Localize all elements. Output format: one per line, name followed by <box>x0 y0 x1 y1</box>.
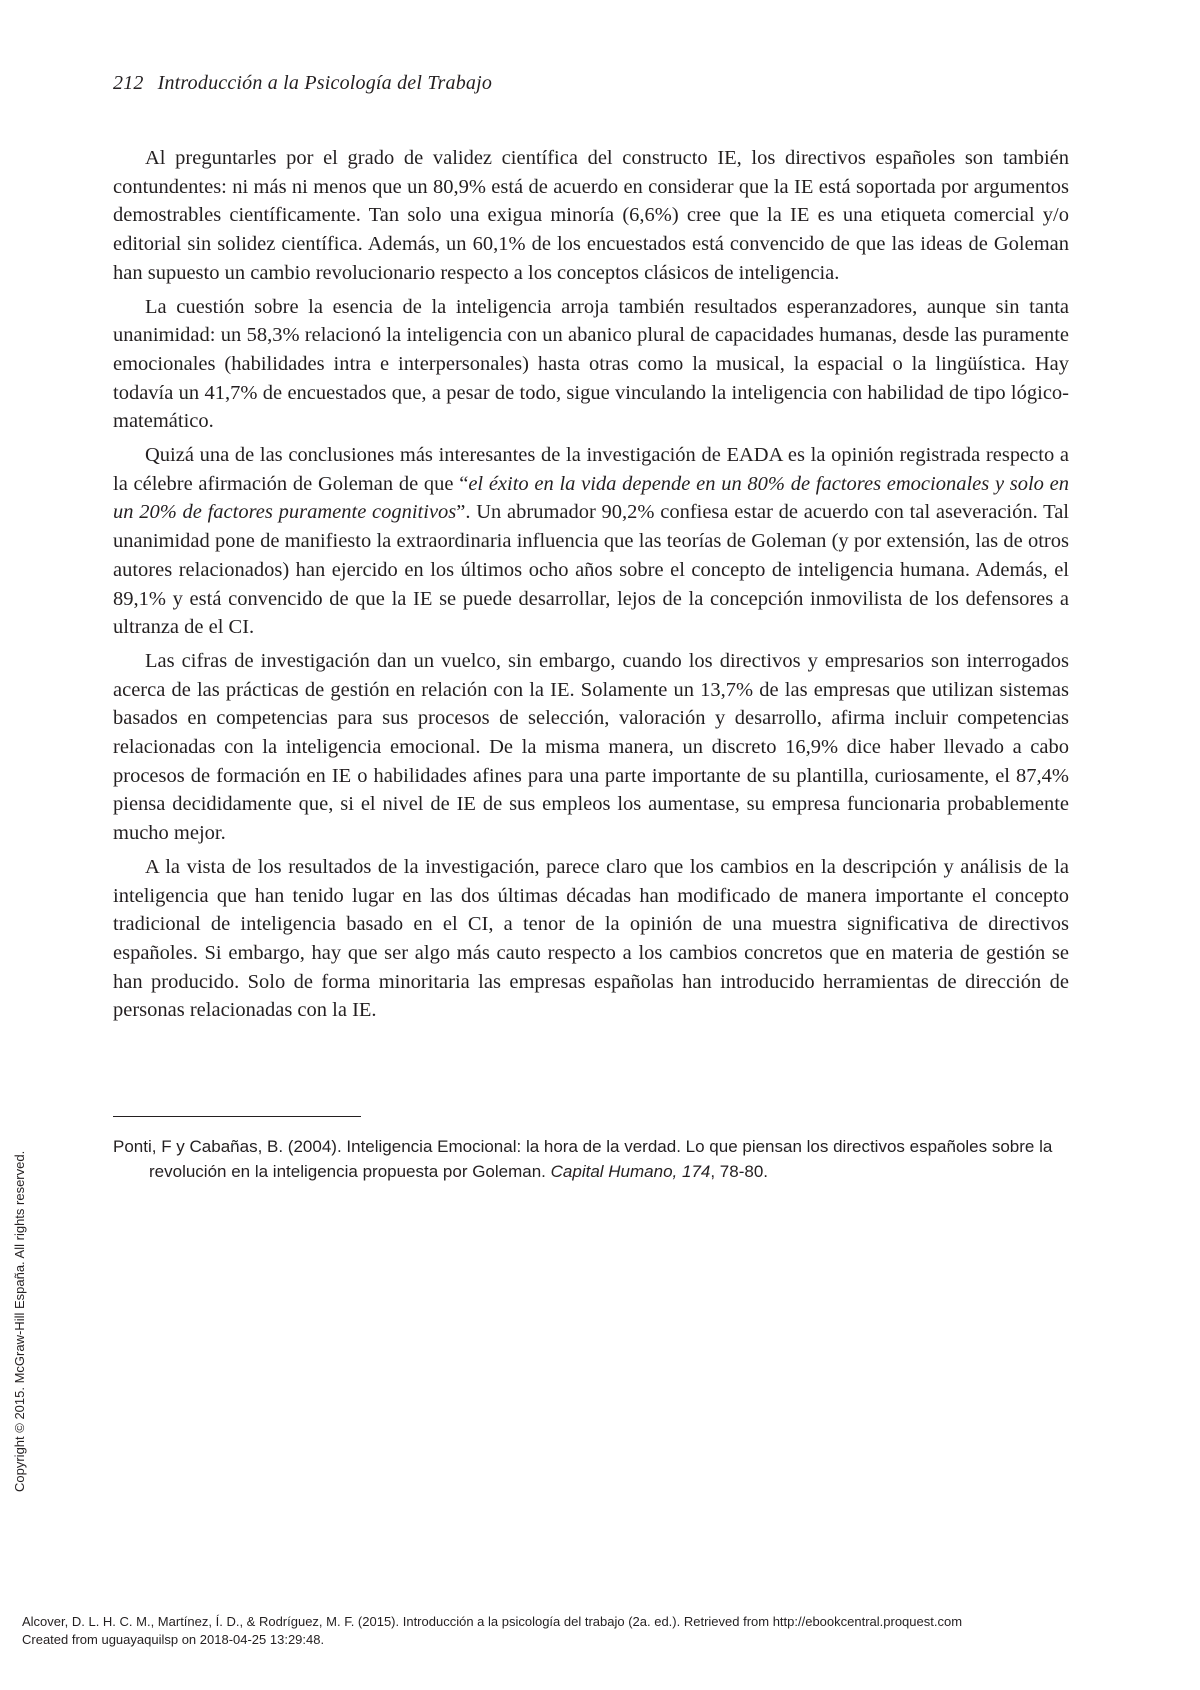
paragraph-3-text-before: Quizá una de las conclusiones más interesantes de la investigación de EADA es la opinión registrada respecto a la célebre afirmación de Goleman de que “ <box>113 444 1069 495</box>
book-title: Introducción a la Psicología del Trabajo <box>157 72 493 94</box>
footnote-journal: Capital Humano, 174 <box>550 1162 711 1181</box>
paragraph-5: A la vista de los resultados de la investigación, parece claro que los cambios en la descripción y análisis de la inteligencia que han tenido lugar en las dos últimas décadas han modificado de manera importante el concepto tradicional de inteligencia basado en el CI, a tenor de la opinión de una muestra significativa de directivos españoles. Si embargo, hay que ser algo más cauto respecto a los cambios concretos que en materia de gestión se han producido. Solo de forma minoritaria las empresas españolas han introducido herramientas de dirección de personas relacionadas con la IE. <box>113 855 1069 1022</box>
body-text <box>113 144 1069 1030</box>
footnote-text-after: , 78-80. <box>710 1162 769 1181</box>
citation-block <box>22 1613 962 1649</box>
page-number: 212 <box>113 72 144 94</box>
copyright-notice: Copyright © 2015. McGraw-Hill España. All rights reserved. <box>12 1150 27 1492</box>
citation-line-1: Alcover, D. L. H. C. M., Martínez, Í. D., & Rodríguez, M. F. (2015). Introducción a la psicología del trabajo (2a. ed.). Retrieved from http://ebookcentral.proquest.com <box>22 1614 963 1629</box>
paragraph-4: Las cifras de investigación dan un vuelco, sin embargo, cuando los directivos y empresarios son interrogados acerca de las prácticas de gestión en relación con la IE. Solamente un 13,7% de las empresas que utilizan sistemas basados en competencias para sus procesos de selección, valoración y desarrollo, afirma incluir competencias relacionadas con la inteligencia emocional. De la misma manera, un discreto 16,9% dice haber llevado a cabo procesos de formación en IE o habilidades afines para una parte importante de su plantilla, curiosamente, el 87,4% piensa decididamente que, si el nivel de IE de sus empleos los aumentase, su empresa funcionaria probablemente mucho mejor. <box>113 649 1069 845</box>
footnote-divider <box>113 1116 361 1117</box>
goleman-quote: el éxito en la vida depende en un 80% de factores emocionales y solo en un 20% de factores puramente cognitivos <box>113 472 1070 524</box>
paragraph-3-text-after: ”. Un abrumador 90,2% confiesa estar de acuerdo con tal aseveración. Tal unanimidad pone de manifiesto la extraordinaria influencia que las teorías de Goleman (y por extensión, las de otros autores relacionados) han ejercido en los últimos ocho años sobre el concepto de inteligencia humana. Además, el 89,1% y está convencido de que la IE se puede desarrollar, lejos de la concepción inmovilista de los defensores a ultranza de el CI. <box>113 501 1069 639</box>
footnote-text-before: Ponti, F y Cabañas, B. (2004). Inteligencia Emocional: la hora de la verdad. Lo que piensan los directivos españoles sobre la revolución en la inteligencia propuesta por Goleman. <box>113 1137 1053 1181</box>
citation-line-2: Created from uguayaquilsp on 2018-04-25 13:29:48. <box>22 1632 325 1647</box>
running-head <box>113 72 492 95</box>
footnote <box>113 1134 1069 1184</box>
paragraph-1: Al preguntarles por el grado de validez científica del constructo IE, los directivos españoles son también contundentes: ni más ni menos que un 80,9% está de acuerdo en considerar que la IE está soportada por argumentos demostrables científicamente. Tan solo una exigua minoría (6,6%) cree que la IE es una etiqueta comercial y/o editorial sin solidez científica. Además, un 60,1% de los encuestados está convencido de que las ideas de Goleman han supuesto un cambio revolucionario respecto a los conceptos clásicos de inteligencia. <box>113 147 1069 284</box>
paragraph-3 <box>113 441 1069 642</box>
paragraph-2: La cuestión sobre la esencia de la inteligencia arroja también resultados esperanzadores, aunque sin tanta unanimidad: un 58,3% relacionó la inteligencia con un abanico plural de capacidades humanas, desde las puramente emocionales (habilidades intra e interpersonales) hasta otras como la musical, la espacial o la lingüística. Hay todavía un 41,7% de encuestados que, a pesar de todo, sigue vinculando la inteligencia con habilidad de tipo lógico-matemático. <box>113 295 1069 433</box>
